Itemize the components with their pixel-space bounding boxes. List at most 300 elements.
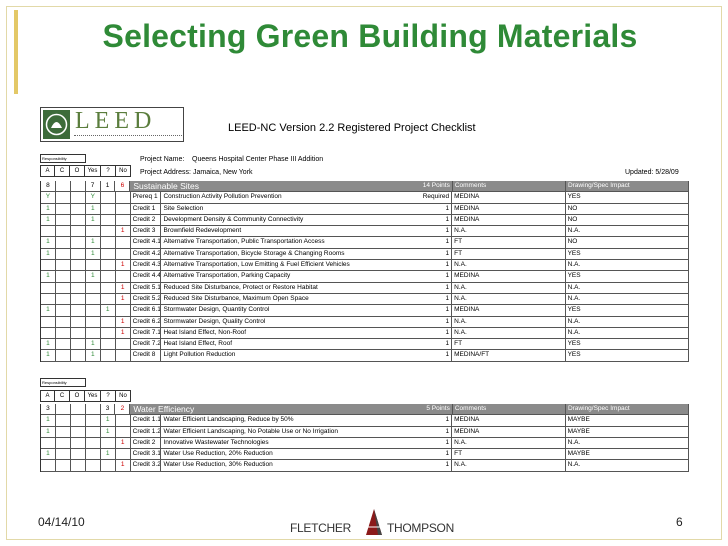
- credit-description: Stormwater Design, Quantity Control: [163, 306, 270, 314]
- section-o-total: [71, 181, 86, 191]
- resp-a-cell: [41, 294, 56, 304]
- no-cell: [116, 215, 131, 225]
- credit-comment: N.A.: [452, 328, 565, 338]
- table-row: [41, 438, 689, 449]
- table-row: [41, 339, 689, 350]
- credit-description: Site Selection: [163, 204, 204, 212]
- resp-c-cell: [56, 226, 71, 236]
- logo-word-left: FLETCHER: [290, 521, 351, 535]
- no-cell: [116, 237, 131, 247]
- credit-description: Innovative Wastewater Technologies: [163, 438, 269, 446]
- resp-c-cell: [56, 305, 71, 315]
- credit-comment: N.A.: [452, 283, 565, 293]
- credit-impact: N.A.: [566, 460, 689, 470]
- project-address-label: Project Address:: [140, 169, 191, 176]
- yes-cell: 1: [86, 215, 101, 225]
- credit-impact: NO: [566, 237, 689, 247]
- table-row: [41, 226, 689, 237]
- credit-code: Credit 5.2: [131, 294, 162, 304]
- credit-description: Development Density & Community Connectivity: [163, 215, 304, 223]
- section-maybe-total: 1: [101, 181, 116, 191]
- resp-o-cell: [71, 438, 86, 448]
- resp-c-cell: [56, 249, 71, 259]
- credit-code: Credit 8: [131, 350, 162, 360]
- resp-o-cell: [71, 415, 86, 425]
- col-no-header-2: No: [116, 390, 131, 402]
- table-row: [41, 237, 689, 248]
- resp-o-cell: [71, 237, 86, 247]
- section-impact-header: Drawing/Spec Impact: [566, 404, 689, 414]
- maybe-cell: [101, 294, 116, 304]
- no-cell: 1: [116, 294, 131, 304]
- credit-points: 1: [420, 226, 452, 236]
- resp-c-cell: [56, 192, 71, 202]
- leed-logo: [40, 107, 184, 142]
- credit-code: Credit 1: [131, 204, 162, 214]
- resp-o-cell: [71, 350, 86, 360]
- credit-code: Credit 4.2: [131, 249, 162, 259]
- maybe-cell: [101, 249, 116, 259]
- table-row: [41, 449, 689, 460]
- credit-comment: MEDINA: [452, 215, 565, 225]
- yes-cell: [86, 449, 101, 459]
- resp-o-cell: [71, 460, 86, 470]
- resp-a-cell: 1: [41, 204, 56, 214]
- no-cell: 1: [116, 226, 131, 236]
- leed-logo-tagline: [74, 135, 182, 137]
- section-c-total: [56, 404, 71, 414]
- credit-code: Credit 3: [131, 226, 162, 236]
- credit-code: Credit 7.1: [131, 328, 162, 338]
- col-maybe-header-2: ?: [101, 390, 116, 402]
- yes-cell: [86, 294, 101, 304]
- resp-a-cell: [41, 283, 56, 293]
- credit-impact: N.A.: [566, 226, 689, 236]
- no-cell: [116, 449, 131, 459]
- section-name: Sustainable Sites: [133, 181, 200, 191]
- page-number: 6: [676, 515, 683, 529]
- credit-code: Credit 4.3: [131, 260, 162, 270]
- section-no-total: 2: [115, 404, 130, 414]
- maybe-cell: [101, 204, 116, 214]
- credit-description: Water Use Reduction, 20% Reduction: [163, 450, 273, 458]
- sustainable-sites-table: [40, 181, 689, 362]
- table-row: [41, 215, 689, 226]
- credit-points: 1: [420, 283, 452, 293]
- resp-a-cell: [41, 260, 56, 270]
- credit-description: Water Use Reduction, 30% Reduction: [163, 461, 273, 469]
- section-header-row: [41, 404, 689, 415]
- credit-description: Alternative Transportation, Low Emitting & Fuel Efficient Vehicles: [163, 261, 350, 269]
- resp-a-cell: [41, 317, 56, 327]
- credit-points: 1: [420, 328, 452, 338]
- credit-impact: YES: [566, 350, 689, 360]
- maybe-cell: [101, 339, 116, 349]
- no-cell: [116, 204, 131, 214]
- table-row: [41, 460, 689, 471]
- maybe-cell: [101, 350, 116, 360]
- section-yes-total: 7: [86, 181, 101, 191]
- table-row: [41, 350, 689, 361]
- yes-cell: [86, 283, 101, 293]
- credit-description: Reduced Site Disturbance, Protect or Restore Habitat: [163, 283, 318, 291]
- project-name-label: Project Name:: [140, 156, 185, 163]
- credit-comment: FT: [452, 237, 565, 247]
- no-cell: [116, 305, 131, 315]
- yes-cell: [86, 415, 101, 425]
- col-o-header-2: O: [70, 390, 85, 402]
- no-cell: [116, 249, 131, 259]
- credit-code: Credit 5.1: [131, 283, 162, 293]
- credit-comment: FT: [452, 449, 565, 459]
- resp-c-cell: [56, 237, 71, 247]
- section-yes-total: [86, 404, 101, 414]
- credit-comment: MEDINA: [452, 192, 565, 202]
- resp-o-cell: [71, 449, 86, 459]
- maybe-cell: [101, 460, 116, 470]
- section-a-total: 8: [41, 181, 56, 191]
- resp-c-cell: [56, 427, 71, 437]
- resp-a-cell: 1: [41, 249, 56, 259]
- maybe-cell: [101, 260, 116, 270]
- yes-cell: Y: [86, 192, 101, 202]
- resp-c-cell: [56, 215, 71, 225]
- yes-cell: [86, 438, 101, 448]
- yes-cell: [86, 317, 101, 327]
- resp-c-cell: [56, 271, 71, 281]
- credit-code: Credit 4.4: [131, 271, 162, 281]
- col-c-header: C: [55, 165, 70, 177]
- no-cell: 1: [116, 260, 131, 270]
- credit-points: 1: [420, 449, 452, 459]
- credit-points: Required: [420, 192, 452, 202]
- credit-points: 1: [420, 460, 452, 470]
- credit-description: Water Efficient Landscaping, No Potable Use or No Irrigation: [163, 427, 338, 435]
- credit-comment: MEDINA: [452, 427, 565, 437]
- resp-a-cell: [41, 438, 56, 448]
- credit-code: Credit 7.2: [131, 339, 162, 349]
- credit-points: 1: [420, 317, 452, 327]
- credit-comment: N.A.: [452, 260, 565, 270]
- credit-code: Credit 4.1: [131, 237, 162, 247]
- resp-o-cell: [71, 317, 86, 327]
- maybe-cell: 1: [101, 415, 116, 425]
- responsibility-label-2: Responsibility: [42, 380, 67, 385]
- credit-description: Stormwater Design, Quality Control: [163, 317, 266, 325]
- section-no-total: 6: [115, 181, 130, 191]
- responsibility-header: [40, 154, 86, 163]
- resp-c-cell: [56, 204, 71, 214]
- resp-c-cell: [56, 449, 71, 459]
- credit-comment: FT: [452, 339, 565, 349]
- credit-points: 1: [420, 305, 452, 315]
- section-o-total: [71, 404, 86, 414]
- credit-impact: YES: [566, 249, 689, 259]
- section-points: 5 Points: [421, 404, 453, 414]
- resp-a-cell: Y: [41, 192, 56, 202]
- credit-impact: YES: [566, 271, 689, 281]
- yes-cell: 1: [86, 350, 101, 360]
- table-row: [41, 427, 689, 438]
- col-maybe-header: ?: [101, 165, 116, 177]
- credit-points: 1: [420, 249, 452, 259]
- credit-description: Reduced Site Disturbance, Maximum Open Space: [163, 294, 309, 302]
- maybe-cell: 1: [101, 305, 116, 315]
- credit-code: Credit 6.1: [131, 305, 162, 315]
- col-c-header-2: C: [55, 390, 70, 402]
- resp-o-cell: [71, 339, 86, 349]
- resp-o-cell: [71, 260, 86, 270]
- credit-comment: N.A.: [452, 438, 565, 448]
- section-impact-header: Drawing/Spec Impact: [566, 181, 689, 191]
- credit-impact: MAYBE: [566, 449, 689, 459]
- credit-points: 1: [420, 271, 452, 281]
- fletcher-thompson-logo: [290, 505, 452, 537]
- credit-description: Alternative Transportation, Public Transportation Access: [163, 238, 325, 246]
- resp-a-cell: 1: [41, 427, 56, 437]
- credit-comment: N.A.: [452, 294, 565, 304]
- table-row: [41, 415, 689, 426]
- credit-comment: MEDINA: [452, 204, 565, 214]
- credit-code: Credit 1.1: [131, 415, 162, 425]
- maybe-cell: [101, 271, 116, 281]
- section-header-row: [41, 181, 689, 192]
- resp-c-cell: [56, 328, 71, 338]
- resp-o-cell: [71, 271, 86, 281]
- credit-impact: N.A.: [566, 328, 689, 338]
- col-yes-header-2: Yes: [85, 390, 101, 402]
- credit-impact: N.A.: [566, 317, 689, 327]
- credit-points: 1: [420, 260, 452, 270]
- credit-impact: NO: [566, 215, 689, 225]
- responsibility-header-2: [40, 378, 86, 387]
- yes-cell: [86, 427, 101, 437]
- maybe-cell: [101, 283, 116, 293]
- no-cell: [116, 415, 131, 425]
- col-no-header: No: [116, 165, 131, 177]
- credit-impact: N.A.: [566, 283, 689, 293]
- resp-o-cell: [71, 204, 86, 214]
- table-row: [41, 204, 689, 215]
- yes-cell: [86, 226, 101, 236]
- maybe-cell: [101, 192, 116, 202]
- water-efficiency-table: [40, 404, 689, 472]
- leed-emblem-icon: [43, 110, 70, 139]
- no-cell: 1: [116, 283, 131, 293]
- credit-code: Credit 3.2: [131, 460, 162, 470]
- no-cell: [116, 350, 131, 360]
- table-row: [41, 305, 689, 316]
- col-o-header: O: [70, 165, 85, 177]
- resp-c-cell: [56, 294, 71, 304]
- resp-c-cell: [56, 339, 71, 349]
- resp-a-cell: 1: [41, 271, 56, 281]
- credit-code: Credit 2: [131, 215, 162, 225]
- credit-impact: YES: [566, 305, 689, 315]
- credit-points: 1: [420, 350, 452, 360]
- resp-a-cell: 1: [41, 237, 56, 247]
- credit-points: 1: [420, 215, 452, 225]
- table-row: [41, 283, 689, 294]
- yes-cell: [86, 305, 101, 315]
- resp-o-cell: [71, 226, 86, 236]
- col-a-header-2: A: [40, 390, 55, 402]
- footer-date: 04/14/10: [38, 515, 85, 529]
- resp-a-cell: [41, 226, 56, 236]
- credit-description: Alternative Transportation, Bicycle Storage & Changing Rooms: [163, 249, 345, 257]
- resp-c-cell: [56, 415, 71, 425]
- credit-description: Water Efficient Landscaping, Reduce by 50%: [163, 416, 294, 424]
- credit-impact: MAYBE: [566, 415, 689, 425]
- yes-cell: 1: [86, 204, 101, 214]
- no-cell: 1: [116, 317, 131, 327]
- maybe-cell: [101, 438, 116, 448]
- no-cell: 1: [116, 438, 131, 448]
- credit-comment: MEDINA: [452, 305, 565, 315]
- yes-cell: [86, 460, 101, 470]
- resp-a-cell: [41, 328, 56, 338]
- resp-a-cell: 1: [41, 215, 56, 225]
- section-c-total: [56, 181, 71, 191]
- fletcher-thompson-mark-icon: [364, 505, 384, 535]
- credit-code: Credit 3.1: [131, 449, 162, 459]
- table-row: [41, 317, 689, 328]
- yes-cell: [86, 260, 101, 270]
- maybe-cell: [101, 215, 116, 225]
- credit-points: 1: [420, 294, 452, 304]
- credit-description: Brownfield Redevelopment: [163, 227, 242, 235]
- resp-o-cell: [71, 294, 86, 304]
- credit-code: Credit 6.2: [131, 317, 162, 327]
- resp-o-cell: [71, 283, 86, 293]
- maybe-cell: 1: [101, 449, 116, 459]
- responsibility-label: Responsibility: [42, 156, 67, 161]
- maybe-cell: [101, 328, 116, 338]
- maybe-cell: [101, 237, 116, 247]
- section-a-total: 3: [41, 404, 56, 414]
- credit-description: Light Pollution Reduction: [163, 351, 236, 359]
- section-name: Water Efficiency: [133, 404, 195, 414]
- resp-o-cell: [71, 427, 86, 437]
- credit-comment: MEDINA: [452, 415, 565, 425]
- no-cell: [116, 427, 131, 437]
- resp-c-cell: [56, 350, 71, 360]
- resp-c-cell: [56, 260, 71, 270]
- col-yes-header: Yes: [85, 165, 101, 177]
- yes-cell: 1: [86, 237, 101, 247]
- credit-impact: N.A.: [566, 260, 689, 270]
- yes-cell: 1: [86, 339, 101, 349]
- resp-c-cell: [56, 460, 71, 470]
- project-address: Jamaica, New York: [193, 169, 253, 176]
- no-cell: 1: [116, 460, 131, 470]
- credit-comment: N.A.: [452, 317, 565, 327]
- table-row: [41, 260, 689, 271]
- credit-points: 1: [420, 339, 452, 349]
- no-cell: 1: [116, 328, 131, 338]
- credit-impact: YES: [566, 192, 689, 202]
- yes-cell: 1: [86, 271, 101, 281]
- credit-description: Alternative Transportation, Parking Capacity: [163, 272, 291, 280]
- credit-comment: MEDINA/FT: [452, 350, 565, 360]
- maybe-cell: 1: [101, 427, 116, 437]
- resp-a-cell: 1: [41, 449, 56, 459]
- credit-impact: YES: [566, 339, 689, 349]
- resp-o-cell: [71, 249, 86, 259]
- project-name: Queens Hospital Center Phase III Addition: [192, 156, 324, 163]
- credit-description: Construction Activity Pollution Prevention: [163, 193, 282, 201]
- column-header-row: [40, 165, 131, 177]
- credit-impact: MAYBE: [566, 427, 689, 437]
- resp-a-cell: 1: [41, 305, 56, 315]
- credit-description: Heat Island Effect, Non-Roof: [163, 328, 247, 336]
- credit-comment: N.A.: [452, 460, 565, 470]
- col-a-header: A: [40, 165, 55, 177]
- section-comments-header: Comments: [453, 181, 566, 191]
- yes-cell: [86, 328, 101, 338]
- leed-logo-text: LEED: [75, 108, 157, 134]
- accent-bar: [14, 10, 18, 94]
- table-row: [41, 192, 689, 203]
- resp-a-cell: 1: [41, 339, 56, 349]
- credit-points: 1: [420, 427, 452, 437]
- resp-c-cell: [56, 283, 71, 293]
- credit-points: 1: [420, 204, 452, 214]
- resp-c-cell: [56, 317, 71, 327]
- credit-comment: MEDINA: [452, 271, 565, 281]
- section-points: 14 Points: [421, 181, 453, 191]
- table-row: [41, 249, 689, 260]
- table-row: [41, 294, 689, 305]
- yes-cell: 1: [86, 249, 101, 259]
- section-comments-header: Comments: [453, 404, 566, 414]
- credit-points: 1: [420, 415, 452, 425]
- credit-code: Credit 2: [131, 438, 162, 448]
- credit-comment: FT: [452, 249, 565, 259]
- logo-word-right: THOMPSON: [387, 521, 454, 535]
- updated-date: Updated: 5/28/09: [625, 169, 679, 176]
- maybe-cell: [101, 226, 116, 236]
- slide-title: Selecting Green Building Materials: [102, 18, 638, 54]
- no-cell: [116, 339, 131, 349]
- resp-o-cell: [71, 215, 86, 225]
- no-cell: [116, 271, 131, 281]
- resp-a-cell: 1: [41, 415, 56, 425]
- resp-o-cell: [71, 192, 86, 202]
- maybe-cell: [101, 317, 116, 327]
- credit-comment: N.A.: [452, 226, 565, 236]
- resp-a-cell: [41, 460, 56, 470]
- no-cell: [116, 192, 131, 202]
- credit-impact: N.A.: [566, 294, 689, 304]
- table-row: [41, 328, 689, 339]
- credit-points: 1: [420, 237, 452, 247]
- resp-c-cell: [56, 438, 71, 448]
- section-maybe-total: 3: [101, 404, 116, 414]
- credit-code: Prereq 1: [131, 192, 162, 202]
- credit-description: Heat Island Effect, Roof: [163, 340, 233, 348]
- table-row: [41, 271, 689, 282]
- checklist-title: LEED-NC Version 2.2 Registered Project Checklist: [228, 122, 476, 134]
- resp-o-cell: [71, 328, 86, 338]
- column-header-row-2: [40, 390, 131, 402]
- credit-points: 1: [420, 438, 452, 448]
- credit-impact: NO: [566, 204, 689, 214]
- resp-o-cell: [71, 305, 86, 315]
- resp-a-cell: 1: [41, 350, 56, 360]
- credit-code: Credit 1.2: [131, 427, 162, 437]
- credit-impact: N.A.: [566, 438, 689, 448]
